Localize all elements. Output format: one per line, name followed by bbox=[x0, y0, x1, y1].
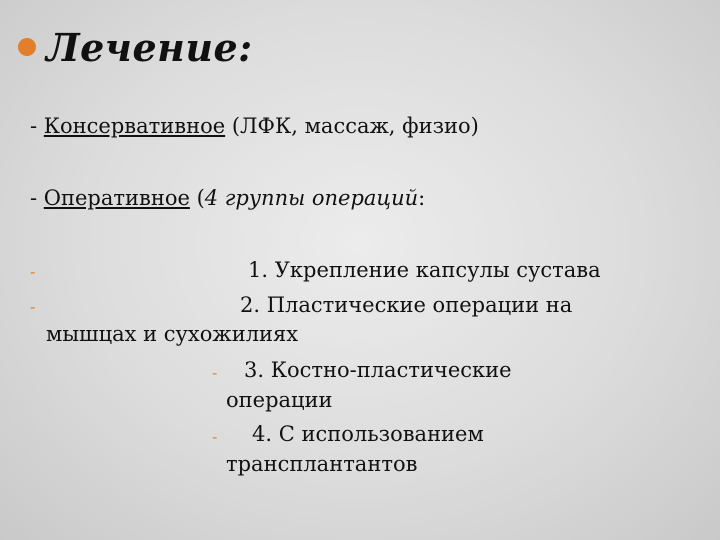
conservative-detail: (ЛФК, массаж, физио) bbox=[225, 114, 479, 138]
item-1-dash-icon: - bbox=[30, 262, 36, 281]
item-1-text: 1. Укрепление капсулы сустава bbox=[248, 258, 601, 282]
title-bullet-icon bbox=[18, 38, 36, 56]
item-2-dash-icon: - bbox=[30, 297, 36, 316]
slide-title: Лечение: bbox=[46, 25, 253, 70]
item-3-text-line1: 3. Костно-пластические bbox=[244, 358, 512, 382]
conservative-label: Консервативное bbox=[43, 114, 226, 138]
operative-colon: : bbox=[418, 186, 426, 210]
conservative-line bbox=[30, 113, 479, 139]
operative-label: Оперативное bbox=[43, 186, 190, 210]
item-4-dash-icon: - bbox=[212, 427, 218, 446]
operative-paren: ( bbox=[189, 186, 205, 210]
item-4-text-line2: трансплантантов bbox=[226, 452, 418, 476]
conservative-dash: - bbox=[30, 114, 44, 138]
operative-line bbox=[30, 185, 425, 211]
item-2-text-line1: 2. Пластические операции на bbox=[240, 293, 573, 317]
item-4-text-line1: 4. С использованием bbox=[252, 422, 484, 446]
item-3-dash-icon: - bbox=[212, 363, 218, 382]
operative-detail: 4 группы операций bbox=[204, 186, 419, 210]
item-3-text-line2: операции bbox=[226, 388, 333, 412]
item-2-text-line2: мышцах и сухожилиях bbox=[46, 322, 299, 346]
operative-dash: - bbox=[30, 186, 44, 210]
